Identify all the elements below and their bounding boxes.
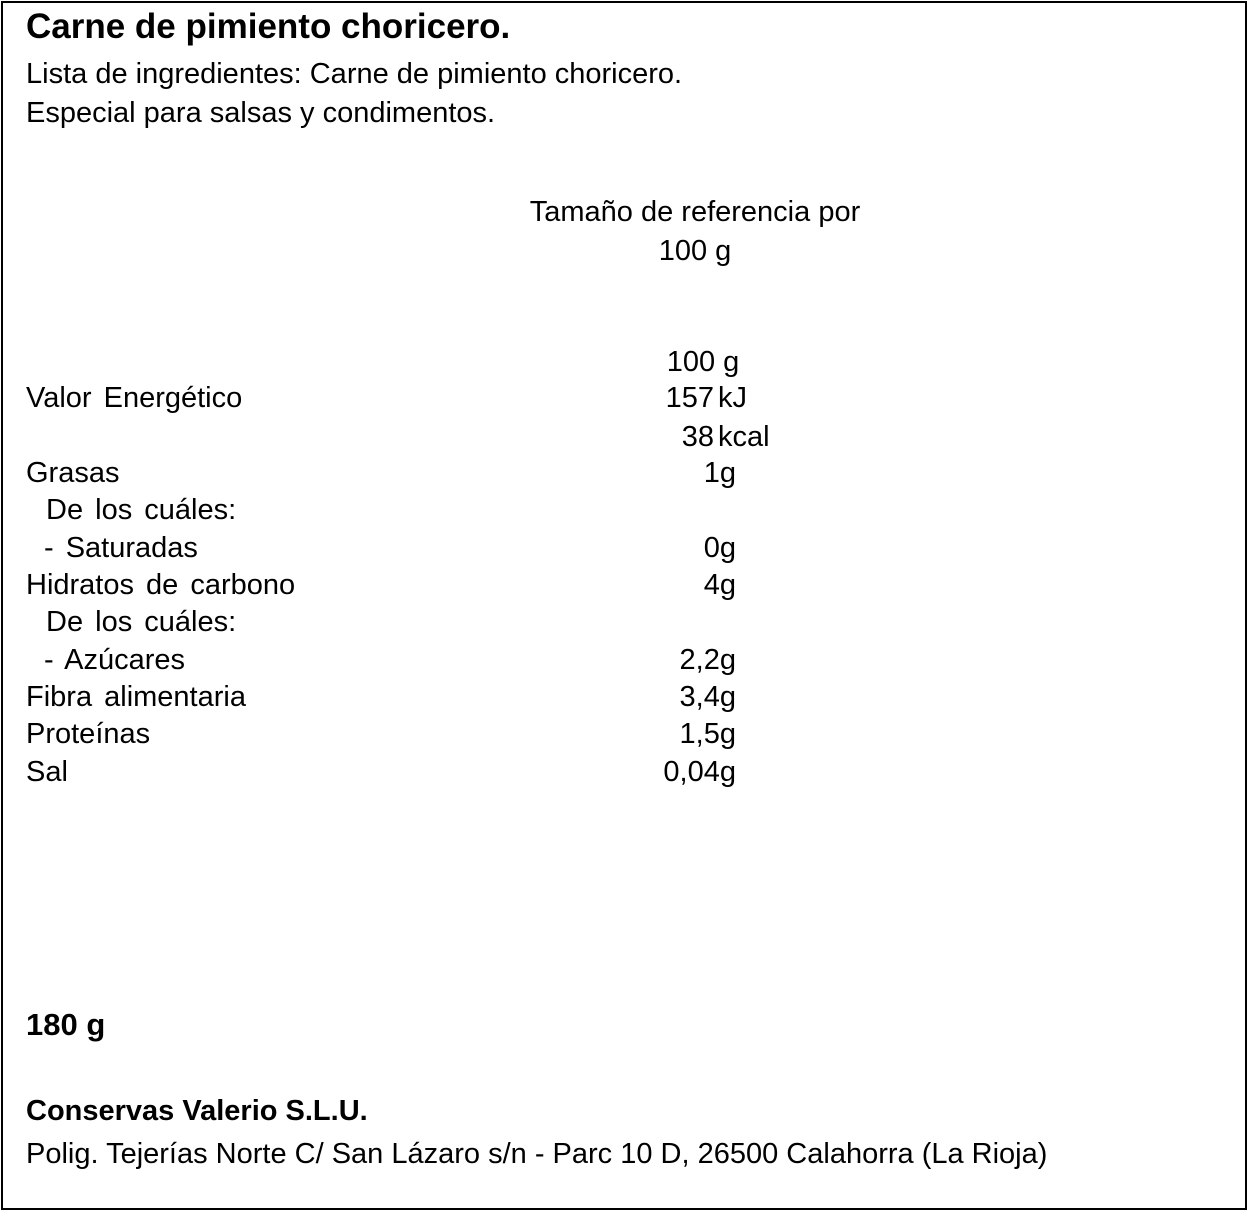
energy-kcal-unit: kcal <box>718 421 770 453</box>
reference-size-line2: 100 g <box>658 235 732 267</box>
row-label-proteinas: Proteínas <box>26 718 151 750</box>
row-value-saturadas: 0g <box>703 532 736 564</box>
company-name: Conservas Valerio S.L.U. <box>26 1095 368 1127</box>
row-value-grasas: 1g <box>703 457 736 489</box>
row-value-proteinas: 1,5g <box>679 718 736 750</box>
row-value-fibra: 3,4g <box>679 681 736 713</box>
description-text: Especial para salsas y condimentos. <box>26 97 496 129</box>
row-label-de-los-cuales-2: De los cuáles: <box>46 606 237 638</box>
row-value-azucares: 2,2g <box>679 644 736 676</box>
row-label-sal: Sal <box>26 756 68 788</box>
row-label-hidratos: Hidratos de carbono <box>26 569 296 601</box>
reference-size-line1: Tamaño de referencia por <box>529 196 861 228</box>
row-label-fibra: Fibra alimentaria <box>26 681 246 713</box>
energy-label: Valor Energético <box>26 382 243 414</box>
energy-kj-value: 157 <box>665 382 714 414</box>
energy-kcal-value: 38 <box>681 421 714 453</box>
row-label-saturadas: - Saturadas <box>44 532 198 564</box>
row-value-sal: 0,04g <box>663 756 736 788</box>
column-header: 100 g <box>666 346 740 378</box>
energy-kj-unit: kJ <box>718 382 747 414</box>
row-value-hidratos: 4g <box>703 569 736 601</box>
row-label-grasas: Grasas <box>26 457 120 489</box>
row-label-de-los-cuales: De los cuáles: <box>46 494 237 526</box>
ingredients-text: Lista de ingredientes: Carne de pimiento choricero. <box>26 58 683 90</box>
row-label-azucares: - Azúcares <box>44 644 185 676</box>
product-title: Carne de pimiento choricero. <box>26 7 511 46</box>
company-address: Polig. Tejerías Norte C/ San Lázaro s/n - Parc 10 D, 26500 Calahorra (La Rioja) <box>26 1138 1048 1170</box>
net-weight: 180 g <box>26 1007 106 1042</box>
